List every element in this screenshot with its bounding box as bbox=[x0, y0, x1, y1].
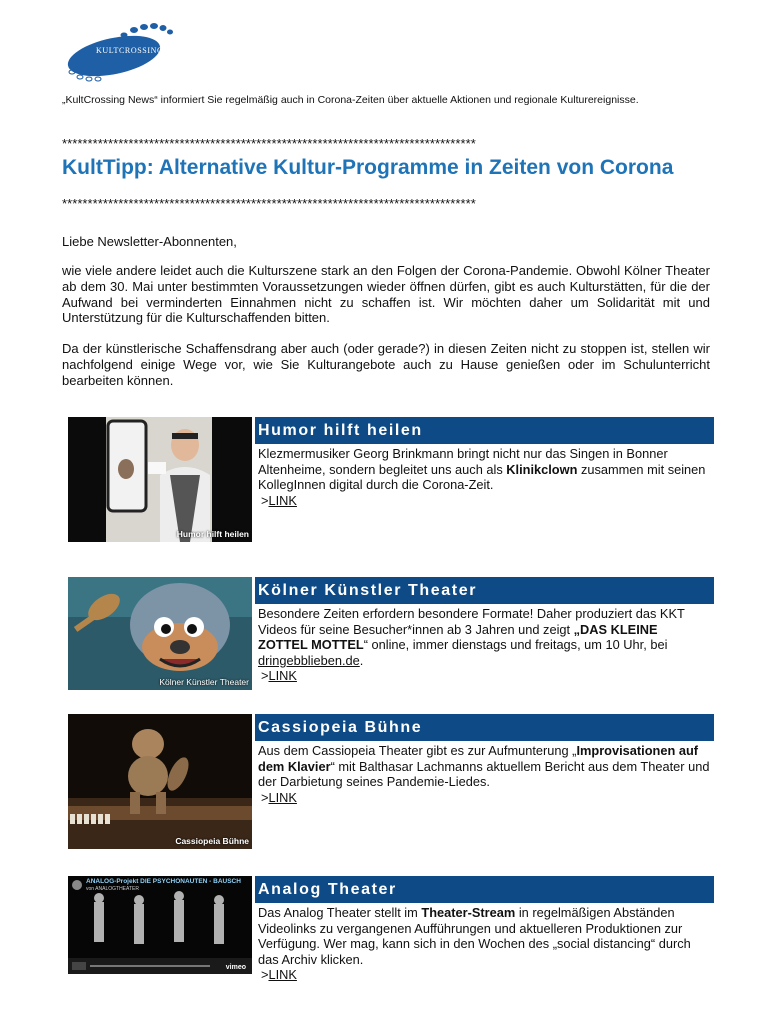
thumbnail-caption: Cassiopeia Bühne bbox=[175, 836, 249, 846]
video-thumbnail-piano[interactable] bbox=[68, 714, 252, 849]
link-anchor[interactable]: LINK bbox=[268, 668, 297, 684]
link-anchor[interactable]: LINK bbox=[268, 967, 297, 983]
card-text: Klezmermusiker Georg Brinkmann bringt nicht nur das Singen in Bonner Altenheime, sondern begleitet uns auch als Klinikclown zusammen mit seinen KollegInnen digital durch die Corona-Zeit. >LINK bbox=[258, 446, 710, 508]
card-koelner-kuenstler-theater bbox=[68, 577, 714, 690]
video-thumbnail-puppet[interactable] bbox=[68, 577, 252, 690]
kultcrossing-logo bbox=[62, 20, 178, 82]
thumbnail-caption: Humor hilft heilen bbox=[176, 529, 249, 539]
logo-text: KULTCROSSING bbox=[96, 46, 164, 55]
video-subtitle: von ANALOGTHEATER bbox=[86, 886, 139, 892]
card-text: Das Analog Theater stellt im Theater-Stream in regelmäßigen Abständen Videolinks zu vergangenen Aufführungen und aktuelleren Produktionen zur Verfügung. Wer mag, kann sich in den Wochen des „social distancing“ durch das Archiv klicken. >LINK bbox=[258, 905, 710, 983]
video-player-analog[interactable] bbox=[68, 876, 252, 974]
video-thumbnail-clown[interactable] bbox=[68, 417, 252, 542]
thumbnail-caption: Kölner Künstler Theater bbox=[159, 677, 249, 687]
intro-text: „KultCrossing News“ informiert Sie regelmäßig auch in Corona-Zeiten über aktuelle Aktionen und regionale Kulturereignisse. bbox=[62, 94, 639, 106]
card-title: Humor hilft heilen bbox=[255, 417, 714, 444]
vimeo-label: vimeo bbox=[225, 964, 246, 971]
separator-top: ********************************************************************************* bbox=[62, 136, 476, 151]
card-link[interactable]: >LINK bbox=[261, 668, 297, 684]
greeting: Liebe Newsletter-Abonnenten, bbox=[62, 234, 237, 249]
card-link[interactable]: >LINK bbox=[261, 492, 297, 508]
website-link[interactable]: dringebblieben.de bbox=[258, 652, 360, 668]
card-cassiopeia-buehne bbox=[68, 714, 714, 849]
video-title: ANALOG-Projekt DIE PSYCHONAUTEN - BAUSCH bbox=[86, 878, 241, 885]
card-link[interactable]: >LINK bbox=[261, 967, 297, 983]
paragraph-2: Da der künstlerische Schaffensdrang aber auch (oder gerade?) in diesen Zeiten nicht zu stoppen ist, stellen wir nachfolgend einige Wege vor, wie Sie Kulturangebote auch zu Hause genießen oder im Schulunterricht bearbeiten können. bbox=[62, 341, 710, 388]
card-link[interactable]: >LINK bbox=[261, 789, 297, 805]
headline: KultTipp: Alternative Kultur-Programme in Zeiten von Corona bbox=[62, 156, 674, 179]
card-title: Kölner Künstler Theater bbox=[255, 577, 714, 604]
card-analog-theater bbox=[68, 876, 714, 983]
card-title: Analog Theater bbox=[255, 876, 714, 903]
card-text: Besondere Zeiten erfordern besondere Formate! Daher produziert das KKT Videos für seine Besucher*innen ab 3 Jahren und zeigt „DAS KLEINE ZOTTEL MOTTEL“ online, immer dienstags und freitags, um 10 Uhr, bei dringebblieben.de. >LINK bbox=[258, 606, 710, 684]
separator-bottom: ********************************************************************************* bbox=[62, 196, 476, 211]
card-title: Cassiopeia Bühne bbox=[255, 714, 714, 741]
card-humor-hilft-heilen bbox=[68, 417, 714, 542]
link-anchor[interactable]: LINK bbox=[268, 789, 297, 805]
card-text: Aus dem Cassiopeia Theater gibt es zur Aufmunterung „Improvisationen auf dem Klavier“ mit Balthasar Lachmanns aktuellem Bericht aus dem Theater und der Darbietung seines Pandemie-Liedes. >LINK bbox=[258, 743, 710, 805]
paragraph-1: wie viele andere leidet auch die Kulturszene stark an den Folgen der Corona-Pandemie. Obwohl Kölner Theater ab dem 30. Mai unter bestimmten Voraussetzungen wieder öffnen dürfen, gibt es auch Kulturstätten, für die der Aufwand bei verminderten Einnahmen nicht zu schaffen ist. Wir möchten daher um Solidarität mit und Unterstützung für die Kulturschaffenden bitten. bbox=[62, 263, 710, 326]
link-anchor[interactable]: LINK bbox=[268, 492, 297, 508]
